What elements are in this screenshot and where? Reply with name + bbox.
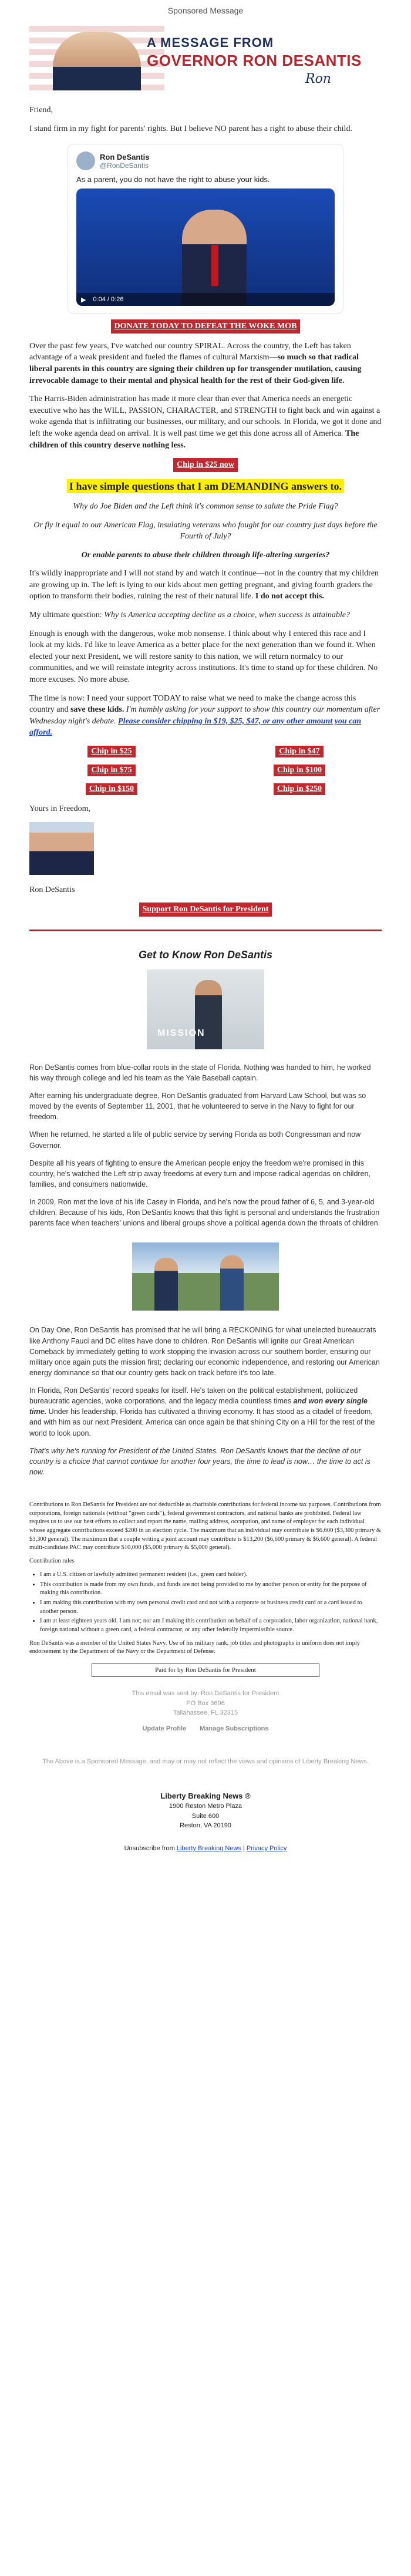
- legal-disclaimer: [29, 1501, 382, 1677]
- demand-headline: I have simple questions that I am DEMANDING answers to.: [67, 479, 344, 493]
- chip-in-now-button[interactable]: Chip in $25 now: [173, 458, 238, 472]
- section-divider: [29, 930, 382, 931]
- publisher-address-2: Suite 600: [191, 1812, 220, 1820]
- header-banner: [29, 26, 382, 90]
- paragraph-harris-biden: The Harris-Biden administration has made it more clear than ever that America needs an energetic executive who has the WILL, PASSION, CHARACTER, and STRENGTH to fight back and win against a woke agenda that is infiltrating our businesses, our military, and our schools. In Florida, we got it done and left the woke agenda dead on arrival. It is well past time we get this done across all of America. The children of this country deserve nothing less.: [29, 395, 382, 450]
- paragraph-time-is-now: The time is now: I need your support TODAY to raise what we need to make the change across this country and save these kids. I'm humbly asking for your support to show this country our momentum after Wednesday night's debate. Please consider chipping in $19, $25, $47, or any other amount you can afford.: [29, 693, 380, 738]
- paragraph-ultimate-question: My ultimate question: Why is America accepting decline as a choice, when success is attainable?: [29, 611, 351, 620]
- rule-item: • I am at least eighteen years old. I am not; nor am I making this contribution on behalf of a corporation, labor organization, national bank, foreign national without a green card, a federal contractor, or any other federally impermissible source.: [40, 1617, 382, 1634]
- bio-photo-figure: [195, 980, 222, 1049]
- contribution-rules-list: [40, 1571, 382, 1635]
- paid-for-box: Paid for by Ron DeSantis for President: [92, 1664, 319, 1677]
- intro-paragraph: I stand firm in my fight for parents' rights. But I believe NO parent has a right to abuse their child.: [29, 124, 352, 133]
- sender-address-1: PO Box 3696: [186, 1699, 225, 1707]
- support-button[interactable]: Support Ron DeSantis for President: [139, 903, 272, 917]
- desantis-portrait: [53, 32, 141, 90]
- tweet-video[interactable]: [76, 188, 335, 306]
- contribution-rules-title: Contribution rules: [29, 1558, 75, 1565]
- bio-section: [29, 949, 382, 1477]
- publisher-block: [29, 1790, 382, 1831]
- video-time: 0:04 / 0:26: [93, 296, 124, 304]
- rule-item: • I am a U.S. citizen or lawfully admitted permanent resident (i.e., green card holder).: [40, 1571, 382, 1580]
- signer-name: Ron DeSantis: [29, 885, 75, 894]
- manage-subscriptions-link[interactable]: Manage Subscriptions: [200, 1725, 269, 1732]
- bio-paragraph: After earning his undergraduate degree, Ron DeSantis graduated from Harvard Law School, but was so moved by the events of September 11, 2001, that he volunteered to serve in the Navy to fight for our freedom.: [29, 1092, 366, 1122]
- chip-in-amounts-link[interactable]: Please consider chipping in $19, $25, $47, or any other amount you can afford.: [29, 716, 362, 738]
- closing: Yours in Freedom,: [29, 804, 90, 813]
- bio-paragraph-record: In Florida, Ron DeSantis' record speaks for itself. He's taken on the political establishment, politicized bureaucratic agencies, woke corporations, and the legacy media countless times and won every single time. Under his leadership, Florida has cultivated a thriving economy. It has stood as a citadel of freedom, and with him as our next President, America can once again be that shining City on a Hill for the rest of the world to look upon.: [29, 1386, 375, 1437]
- chip-250-button[interactable]: Chip in $250: [274, 783, 325, 795]
- video-controls[interactable]: [76, 293, 335, 306]
- paragraph-inappropriate: It's wildly inappropriate and I will not stand by and watch it continue—not in the country that my children are growing up in. The left is lying to our kids about men getting pregnant, and giving fourth graders the option to transform their bodies, ruining the rest of their natural life. I do not accept this.: [29, 569, 379, 601]
- donate-button[interactable]: DONATE TODAY TO DEFEAT THE WOKE MOB: [111, 319, 301, 334]
- bio-photo-person-2: [220, 1255, 244, 1311]
- sender-footer: [29, 1689, 382, 1733]
- bio-paragraph: When he returned, he started a life of public service by serving Florida as both Congressman and now Governor.: [29, 1130, 361, 1150]
- publisher-address-1: 1900 Reston Metro Plaza: [169, 1803, 242, 1810]
- rule-item: • I am making this contribution with my own personal credit card and not with a corporate or business credit card or a card issued to another person.: [40, 1599, 382, 1616]
- unsubscribe-link[interactable]: Liberty Breaking News: [176, 1844, 241, 1852]
- paragraph-enough: Enough is enough with the dangerous, woke mob nonsense. I think about why I entered this race and I look at my kids. I'd like to leave America as a better place for the next generation than we found it. When elected your next President, we will restore sanity to this nation, we will return normalcy to our communities, and we will reinstate integrity across institutions. It's time to stand up for these children. No more excuses. No more abuse.: [29, 629, 378, 685]
- chip-150-button[interactable]: Chip in $150: [86, 783, 137, 795]
- tweet-author-name: Ron DeSantis: [100, 152, 150, 161]
- bio-paragraph: Ron DeSantis comes from blue-collar roots in the state of Florida. Nothing was handed to him, he worked his way through college and led his team as the Yale Baseball captain.: [29, 1063, 371, 1082]
- unsubscribe-line: Unsubscribe from Liberty Breaking News | Privacy Policy: [124, 1844, 287, 1852]
- disclaimer-navy: Ron DeSantis was a member of the United States Navy. Use of his military rank, job titles and photographs in uniform does not imply endorsement by the Department of the Navy or the Department of Defense.: [29, 1639, 361, 1655]
- paragraph-spiral: Over the past few years, I've watched our country SPIRAL. Across the country, the Left has taken advantage of a weak president and fueled the flames of cultural Marxism—so much so that radical liberal parents in this country are signing their children up for transgender mutilation, causing irrevocable damage to their mental and physical health for the rest of their God-given life.: [29, 341, 362, 385]
- play-icon[interactable]: ▶: [81, 296, 86, 304]
- banner-line2: GOVERNOR RON DESANTIS: [147, 52, 362, 69]
- sponsor-notice: The Above is a Sponsored Message, and may or may not reflect the views and opinions of Liberty Breaking News.: [42, 1758, 369, 1766]
- chip-button-grid: [29, 746, 382, 795]
- banner-line1: A MESSAGE FROM: [147, 35, 274, 50]
- bio-paragraph-closing: That's why he's running for President of the United States. Ron DeSantis knows that the decline of our country is a choice that cannot continue for another four years, the time to lead is now… the time to act is now.: [29, 1446, 370, 1476]
- signature-graphic: Ron: [305, 72, 331, 86]
- tweet-text: As a parent, you do not have the right to abuse your kids.: [76, 175, 270, 184]
- sender-address-2: Tallahassee, FL 32315: [173, 1709, 238, 1717]
- bio-paragraph: In 2009, Ron met the love of his life Casey in Florida, and he's now the proud father of 6, 5, and 3-year-old children. Because of his kids, Ron DeSantis knows that this fight is personal and understands the frustration parents face when teachers' unions and liberal groups shove a political agenda down the throats of children.: [29, 1198, 380, 1228]
- rule-item: • This contribution is made from my own funds, and funds are not being provided to me by another person or entity for the purpose of making this contribution.: [40, 1581, 382, 1598]
- bio-photo-family: [132, 1242, 279, 1311]
- bio-photo-person-1: [154, 1258, 178, 1311]
- publisher-address-3: Reston, VA 20190: [180, 1822, 231, 1830]
- sponsored-message-label: Sponsored Message: [167, 6, 244, 15]
- sent-by: This email was sent by: Ron DeSantis for President: [132, 1690, 279, 1698]
- tweet-avatar: [76, 151, 95, 170]
- question-2: Or fly it equal to our American Flag, insulating veterans who fought for our country just days before the Fourth of July?: [33, 520, 378, 541]
- update-profile-link[interactable]: Update Profile: [142, 1725, 187, 1732]
- privacy-policy-link[interactable]: Privacy Policy: [246, 1844, 287, 1852]
- bio-heading: Get to Know Ron DeSantis: [138, 948, 272, 961]
- tweet-author-handle: @RonDeSantis: [100, 161, 149, 170]
- question-3: Or enable parents to abuse their children through life-altering surgeries?: [81, 550, 330, 560]
- chip-100-button[interactable]: Chip in $100: [274, 765, 325, 776]
- bio-photo-caption: MISSION: [157, 1028, 206, 1038]
- bio-paragraph: On Day One, Ron DeSantis has promised that he will bring a RECKONING for what unelected bureaucrats like Anthony Fauci and DC elites have done to children. Ron DeSantis will ignite our Great American Comeback by immediately getting to work stopping the invasion across our southern border, ensuring our military once again puts the mission first; declaring our economic independence, and restoring our American energy dominance so that our country gets back on track before it's too late.: [29, 1326, 380, 1377]
- publisher-name: Liberty Breaking News ®: [160, 1791, 251, 1800]
- chip-25-button[interactable]: Chip in $25: [87, 746, 135, 757]
- chip-75-button[interactable]: Chip in $75: [87, 765, 135, 776]
- greeting: Friend,: [29, 106, 53, 115]
- chip-47-button[interactable]: Chip in $47: [275, 746, 323, 757]
- disclaimer-contributions: Contributions to Ron DeSantis for President are not deductible as charitable contributions for federal income tax purposes. Contributions from corporations, foreign nationals (without "green cards"), federal government contractors, and national banks are prohibited. Federal law requires us to use our best efforts to collect and report the name, mailing address, occupation, and name of employer for each individual whose aggregate contributions exceed $200 in an election cycle. The maximum that an individual may contribute is $6,600 ($3,300 primary & $3,300 general). The maximum that a couple writing a joint account may contribute is $13,200 ($6,600 primary & $6,600 general). A federal multi-candidate PAC may contribute $10,000 ($5,000 primary & $5,000 general).: [29, 1501, 382, 1551]
- question-1: Why do Joe Biden and the Left think it's common sense to salute the Pride Flag?: [73, 501, 338, 511]
- speaker-tie: [211, 245, 218, 286]
- bio-paragraph: Despite all his years of fighting to ensure the American people enjoy the freedom we're promised in this country, he's watched the Left strip away freedoms at every turn and impose radical agendas on children, families, and consumers nationwide.: [29, 1159, 370, 1188]
- desantis-headshot: [29, 822, 94, 875]
- embedded-tweet[interactable]: [68, 144, 343, 314]
- bio-photo-mission: [147, 969, 264, 1049]
